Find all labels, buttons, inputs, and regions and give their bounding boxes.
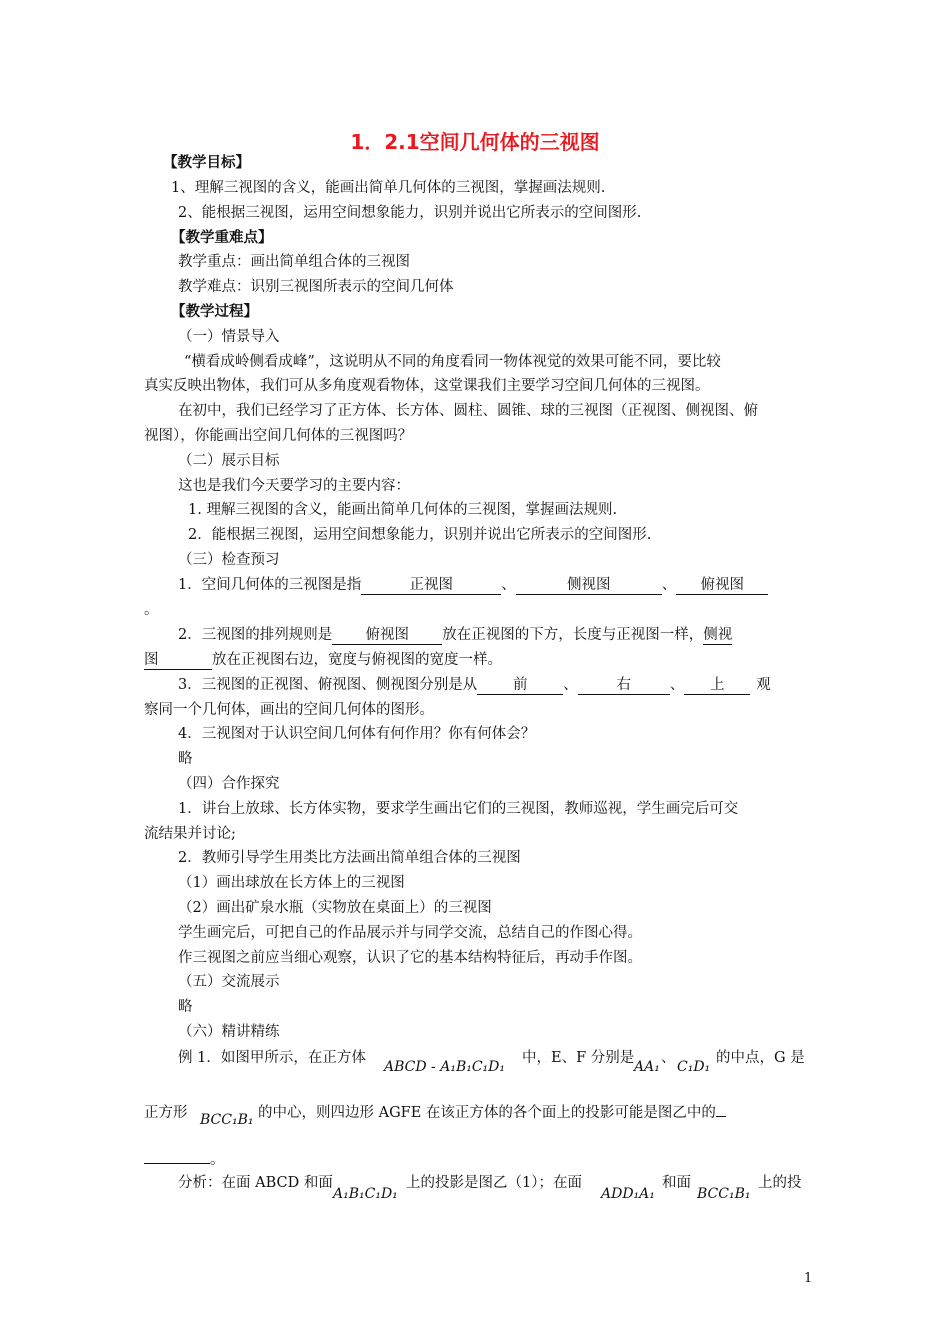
math-face-bcc1b1-b: BCC₁B₁ — [697, 1186, 751, 1202]
goal-1: 1、理解三视图的含义，能画出简单几何体的三视图，掌握画法规则. — [171, 180, 606, 196]
answer-direction-front: 前 — [477, 677, 563, 695]
example-1-sep: 、 — [661, 1050, 676, 1066]
cooperation-2: 2．教师引导学生用类比方法画出简单组合体的三视图 — [178, 850, 521, 866]
section-process: 【教学过程】 — [171, 303, 258, 320]
question-2-text: 2．三视图的排列规则是 — [178, 627, 333, 643]
paragraph-1a: “横看成岭侧看成峰”，这说明从不同的角度看同一物体视觉的效果可能不同，要比较 — [184, 354, 721, 370]
cooperation-4: 作三视图之前应当细心观察，认识了它的基本结构特征后，再动手作图。 — [178, 950, 642, 966]
separator: 、 — [669, 677, 685, 693]
cooperation-2-1: （1）画出球放在长方体上的三视图 — [178, 875, 405, 891]
question-4: 4．三视图对于认识空间几何体有何作用？你有何体会？ — [178, 726, 536, 742]
answer-top-view: 俯视图 — [676, 577, 768, 595]
question-1 — [178, 575, 768, 595]
question-3 — [178, 675, 771, 695]
example-1-post: 的中点，G 是 — [716, 1050, 805, 1066]
cooperation-1a: 1．讲台上放球、长方体实物，要求学生画出它们的三视图，教师巡视，学生画完后可交 — [178, 801, 739, 817]
question-4-answer: 略 — [178, 751, 193, 767]
step-5-answer: 略 — [178, 999, 193, 1015]
goal-repeat-1: 1. 理解三视图的含义，能画出简单几何体的三视图，掌握画法规则. — [188, 502, 618, 518]
goal-repeat-2: 2．能根据三视图，运用空间想象能力，识别并说出它所表示的空间图形. — [188, 527, 652, 543]
example-1c — [144, 1150, 225, 1170]
example-1-pre: 例 1．如图甲所示，在正方体 — [178, 1050, 366, 1066]
step-6-heading: （六）精讲精练 — [178, 1024, 280, 1040]
answer-blank-a — [716, 1116, 726, 1117]
answer-arrangement-top: 俯视图 — [332, 627, 442, 645]
analysis-mid: 上的投影是图乙（1）；在面 — [406, 1175, 582, 1191]
question-2-cont — [144, 650, 502, 670]
example-1c-end: 。 — [210, 1152, 225, 1168]
page-number: 1 — [804, 1271, 813, 1286]
math-face-a1b1c1d1: A₁B₁C₁D₁ — [333, 1186, 398, 1202]
section-key: 【教学重难点】 — [171, 229, 273, 246]
question-3-cont: 察同一个几何体，画出的空间几何体的图形。 — [144, 702, 434, 718]
analysis-pre: 分析：在面 ABCD 和面 — [178, 1175, 333, 1191]
separator: 、 — [661, 577, 677, 593]
question-2 — [178, 625, 732, 645]
step-3-heading: （三）检查预习 — [178, 552, 280, 568]
step-4-heading: （四）合作探究 — [178, 776, 280, 792]
math-edge-aa1: AA₁ — [634, 1059, 660, 1075]
cooperation-1b: 流结果并讨论; — [144, 826, 236, 842]
question-1-end: 。 — [144, 602, 159, 618]
answer-blank-b — [144, 1163, 210, 1164]
answer-direction-top: 上 — [684, 677, 750, 695]
step-5-heading: （五）交流展示 — [178, 974, 280, 990]
cooperation-3: 学生画完后，可把自己的作品展示并与同学交流，总结自己的作图心得。 — [178, 925, 642, 941]
question-2-middle: 放在正视图的下方，长度与正视图一样， — [442, 627, 704, 643]
example-1-mid: 中，E、F 分别是 — [522, 1050, 635, 1066]
step-2-heading: （二）展示目标 — [178, 453, 280, 469]
answer-side-view: 侧视图 — [516, 577, 662, 595]
answer-front-view: 正视图 — [361, 577, 501, 595]
question-1-text: 1．空间几何体的三视图是指 — [178, 577, 362, 593]
math-face-add1a1: ADD₁A₁ — [601, 1186, 655, 1202]
key-point: 教学重点：画出简单组合体的三视图 — [178, 254, 410, 270]
paragraph-2a: 在初中，我们已经学习了正方体、长方体、圆柱、圆锥、球的三视图（正视图、侧视图、俯 — [178, 403, 758, 419]
separator: 、 — [501, 577, 516, 593]
question-3-text: 3．三视图的正视图、俯视图、侧视图分别是从 — [178, 677, 478, 693]
math-cube: ABCD - A₁B₁C₁D₁ — [384, 1059, 506, 1075]
page-title: 1．2.1空间几何体的三视图 — [350, 130, 600, 154]
answer-arrangement-side-a: 侧视 — [703, 627, 733, 643]
step-1-heading: （一）情景导入 — [178, 329, 280, 345]
paragraph-3: 这也是我们今天要学习的主要内容： — [178, 478, 410, 494]
analysis-post: 上的投 — [758, 1175, 802, 1191]
goal-2: 2、能根据三视图，运用空间想象能力，识别并说出它所表示的空间图形. — [178, 205, 642, 221]
separator: 、 — [563, 677, 578, 693]
paragraph-1b: 真实反映出物体，我们可从多角度观看物体，这堂课我们主要学习空间几何体的三视图。 — [144, 378, 710, 394]
math-edge-c1d1: C₁D₁ — [677, 1059, 711, 1075]
cooperation-2-2: （2）画出矿泉水瓶（实物放在桌面上）的三视图 — [178, 900, 492, 916]
paragraph-2b: 视图），你能画出空间几何体的三视图吗？ — [144, 428, 413, 444]
example-1b-text: 的中心，则四边形 AGFE 在该正方体的各个面上的投影可能是图乙中的 — [258, 1105, 716, 1121]
analysis-and: 和面 — [662, 1175, 691, 1191]
question-2-end: 放在正视图右边，宽度与俯视图的宽度一样。 — [212, 652, 502, 668]
example-1b-pre: 正方形 — [144, 1105, 188, 1121]
answer-arrangement-side-b: 图 — [144, 652, 212, 670]
math-face-bcc1b1: BCC₁B₁ — [200, 1112, 254, 1128]
example-1b-post — [258, 1103, 726, 1123]
section-goal: 【教学目标】 — [163, 154, 250, 171]
answer-direction-right: 右 — [578, 677, 670, 695]
difficult-point: 教学难点：识别三视图所表示的空间几何体 — [178, 279, 454, 295]
question-3-tail: 观 — [756, 677, 771, 693]
